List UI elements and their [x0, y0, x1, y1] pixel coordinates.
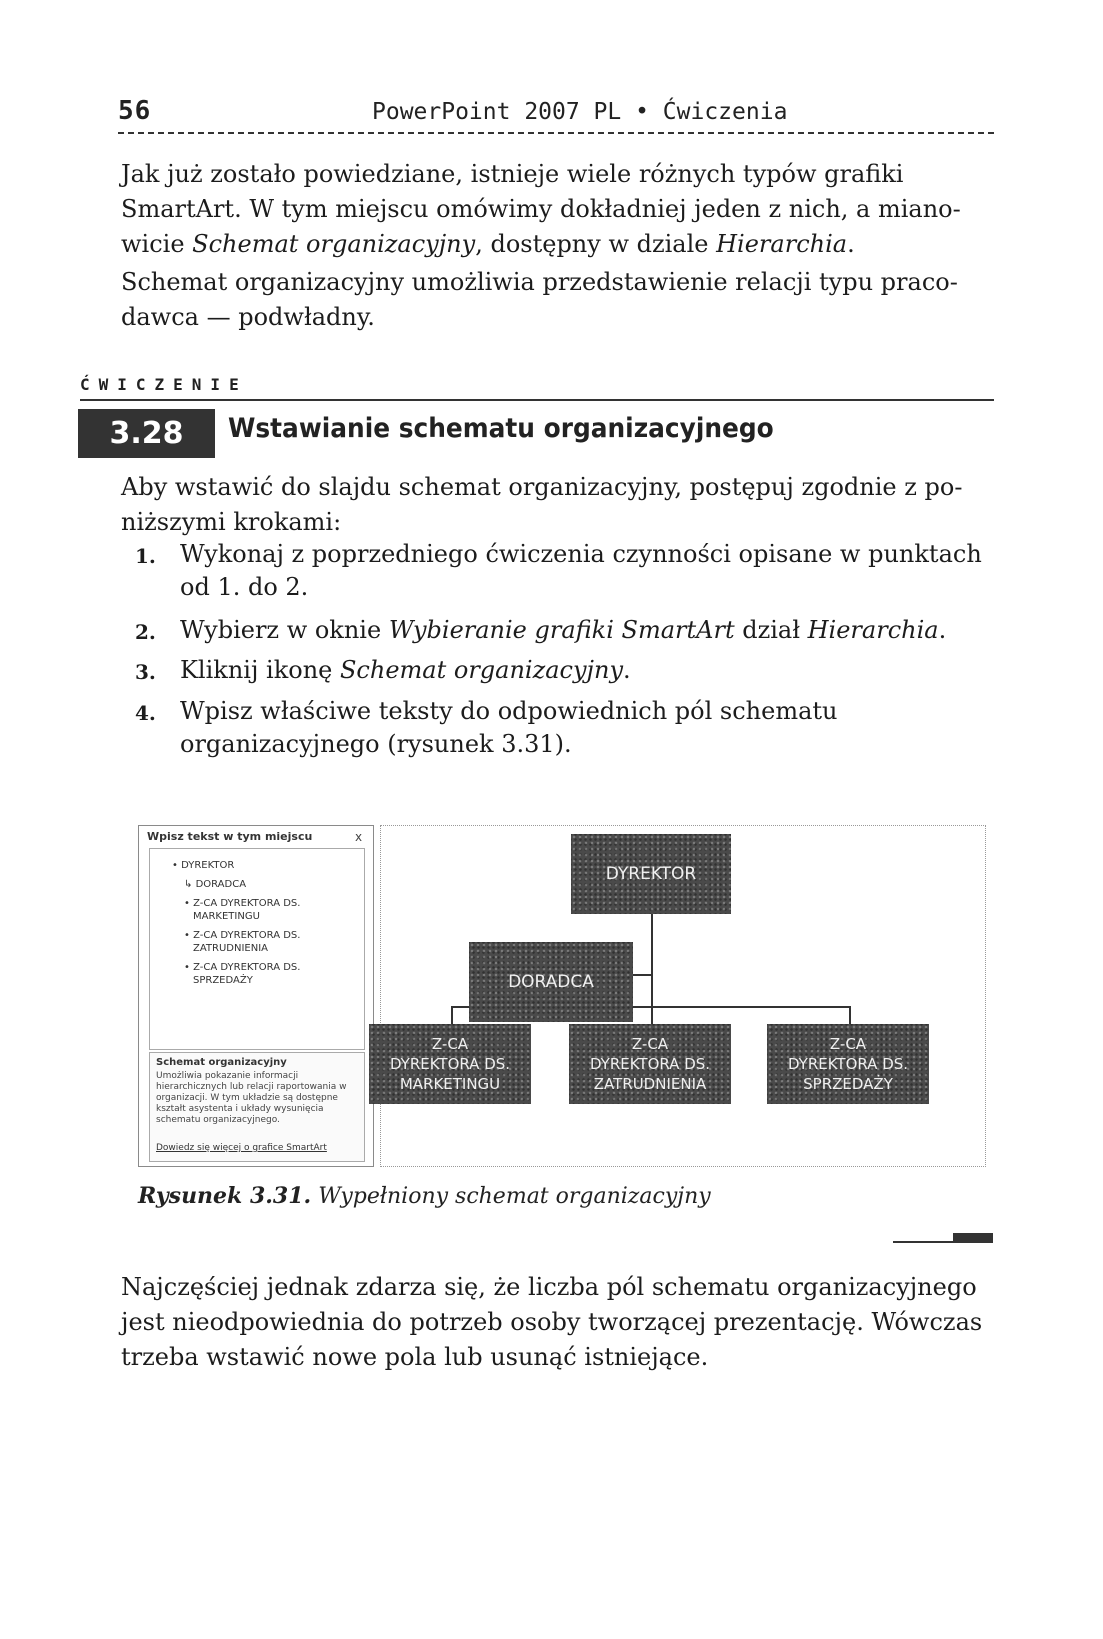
- layout-description-title: Schemat organizacyjny: [156, 1057, 287, 1068]
- text-line: dawca — podwładny.: [121, 303, 375, 331]
- node-text: DYREKTORA DS.: [389, 1055, 511, 1073]
- text-line: jest nieodpowiednia do potrzeb osoby tworzącej prezentację. Wówczas: [121, 1308, 983, 1336]
- org-node-child[interactable]: [767, 1024, 929, 1104]
- text-line: [121, 227, 992, 262]
- figure-caption: [138, 1183, 711, 1209]
- bullet-text: MARKETINGU: [193, 911, 260, 922]
- bullet-item[interactable]: • Z-CA DYREKTORA DS. ZATRUDNIENIA: [184, 930, 301, 954]
- steps-list: [135, 538, 995, 768]
- exercise-number-badge: 3.28: [78, 409, 215, 458]
- node-text: MARKETINGU: [399, 1075, 501, 1093]
- text-span: .: [938, 616, 947, 644]
- text-line: Wykonaj z poprzedniego ćwiczenia czynności opisane w punktach: [180, 540, 982, 568]
- bullet-item[interactable]: ↳ DORADCA: [184, 879, 247, 890]
- bullet-item[interactable]: • DYREKTOR: [172, 860, 235, 871]
- italic-term: Hierarchia: [716, 230, 848, 258]
- bullet-text: DYREKTOR: [181, 860, 235, 871]
- org-node-child[interactable]: [369, 1024, 531, 1104]
- step-text: [180, 654, 1000, 687]
- bullet-text: ZATRUDNIENIA: [193, 943, 269, 954]
- text-span: Kliknij ikonę: [180, 656, 340, 684]
- italic-term: Wybieranie grafiki SmartArt: [388, 616, 735, 644]
- bullet-text: Z-CA DYREKTORA DS.: [193, 930, 301, 941]
- smartart-canvas[interactable]: [380, 825, 986, 1167]
- bullet-item[interactable]: • Z-CA DYREKTORA DS. SPRZEDAŻY: [184, 962, 301, 986]
- node-text: DYREKTORA DS.: [787, 1055, 909, 1073]
- bullet-text: SPRZEDAŻY: [193, 975, 253, 986]
- org-node-assistant[interactable]: DORADCA: [469, 942, 633, 1022]
- layout-description: [149, 1052, 365, 1162]
- connector-line: [633, 974, 653, 976]
- bullet-list: [172, 859, 300, 987]
- caption-text: Wypełniony schemat organizacyjny: [311, 1184, 711, 1209]
- exercise-lead: [121, 470, 992, 540]
- step-number: 4.: [135, 701, 156, 725]
- node-text: Z-CA: [829, 1035, 867, 1053]
- exercise-kicker: ĆWICZENIE: [80, 375, 248, 394]
- italic-term: Hierarchia: [807, 616, 939, 644]
- connector-line: [451, 1006, 453, 1026]
- italic-term: Schemat organizacyjny: [339, 656, 624, 684]
- text-pane-editor[interactable]: [149, 848, 365, 1050]
- header-rule: [118, 132, 994, 134]
- exercise-end-mark: [953, 1233, 993, 1242]
- node-text: Z-CA: [431, 1035, 469, 1053]
- connector-line: [651, 1006, 653, 1026]
- bullet-text: Z-CA DYREKTORA DS.: [193, 898, 301, 909]
- step-number: 3.: [135, 660, 156, 684]
- text-line: SmartArt. W tym miejscu omówimy dokładniej jeden z nich, a miano-: [121, 195, 961, 223]
- italic-term: Schemat organizacyjny: [192, 230, 476, 258]
- text-line: Aby wstawić do slajdu schemat organizacyjny, postępuj zgodnie z po-: [121, 473, 963, 501]
- text-line: niższymi krokami:: [121, 508, 342, 536]
- text-line: Schemat organizacyjny umożliwia przedstawienie relacji typu praco-: [121, 268, 958, 296]
- bullet-item[interactable]: • Z-CA DYREKTORA DS. MARKETINGU: [184, 898, 301, 922]
- step-number: 1.: [135, 544, 156, 568]
- step-text: [180, 538, 1000, 604]
- node-text: ZATRUDNIENIA: [593, 1075, 707, 1093]
- exercise-title: Wstawianie schematu organizacyjnego: [228, 413, 774, 444]
- smartart-text-pane: [138, 825, 374, 1167]
- text-span: dział: [734, 616, 808, 644]
- bullet-text: DORADCA: [195, 879, 247, 890]
- closing-paragraph: [121, 1270, 992, 1375]
- exercise-rule: [80, 399, 994, 401]
- step-text: [180, 614, 1000, 647]
- intro-paragraph-2: [121, 265, 992, 335]
- text-span: .: [623, 656, 631, 684]
- close-icon[interactable]: x: [355, 830, 363, 844]
- connector-line: [849, 1006, 851, 1026]
- text-line: organizacyjnego (rysunek 3.31).: [180, 730, 572, 758]
- node-text: Z-CA: [631, 1035, 669, 1053]
- text-span: wicie: [121, 230, 193, 258]
- text-line: od 1. do 2.: [180, 573, 309, 601]
- node-text: SPRZEDAŻY: [803, 1075, 893, 1093]
- intro-paragraph-1: [121, 157, 992, 262]
- layout-description-text: Umożliwia pokazanie informacji hierarchicznych lub relacji raportowania w organizacji. W tym układzie są dostępne kształt asystenta i układy wysunięcia schematu organizacyjnego.: [156, 1071, 347, 1125]
- running-title: PowerPoint 2007 PL • Ćwiczenia: [372, 99, 788, 125]
- org-node-top[interactable]: DYREKTOR: [571, 834, 731, 914]
- learn-more-link[interactable]: Dowiedz się więcej o grafice SmartArt: [156, 1143, 327, 1153]
- page-number: 56: [118, 96, 152, 126]
- text-span: , dostępny w dziale: [475, 230, 717, 258]
- bullet-text: Z-CA DYREKTORA DS.: [193, 962, 301, 973]
- text-span: .: [847, 230, 855, 258]
- text-line: Wpisz właściwe teksty do odpowiednich pól schematu: [180, 697, 838, 725]
- step-text: [180, 695, 1000, 761]
- text-line: Najczęściej jednak zdarza się, że liczba pól schematu organizacyjnego: [121, 1273, 977, 1301]
- caption-label: Rysunek 3.31.: [138, 1183, 312, 1209]
- text-line: trzeba wstawić nowe pola lub usunąć istniejące.: [121, 1343, 709, 1371]
- node-text: DYREKTORA DS.: [589, 1055, 711, 1073]
- text-line: Jak już zostało powiedziane, istnieje wiele różnych typów grafiki: [121, 160, 904, 188]
- text-span: Wybierz w oknie: [180, 616, 389, 644]
- text-pane-title: Wpisz tekst w tym miejscu: [147, 830, 313, 843]
- step-number: 2.: [135, 620, 156, 644]
- org-node-child[interactable]: [569, 1024, 731, 1104]
